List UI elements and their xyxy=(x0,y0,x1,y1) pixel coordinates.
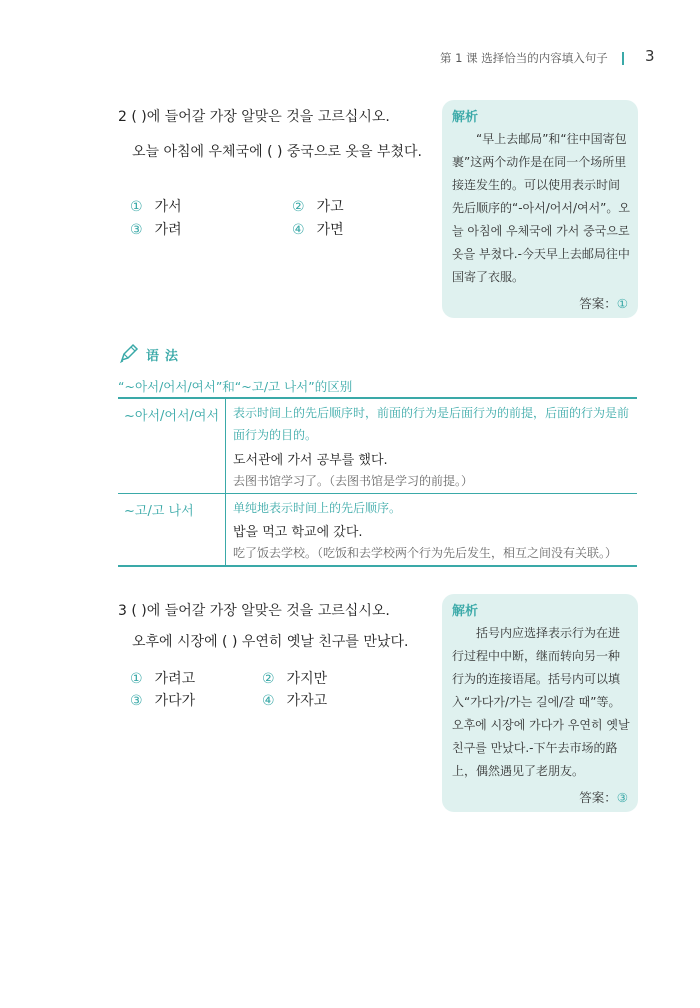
q2-option-1[interactable]: ① 가서 xyxy=(130,199,182,215)
grammar-row-2-translation: 吃了饭去学校。（吃饭和去学校两个行为先后发生，相互之间没有关联。） xyxy=(233,546,618,560)
q2-stem: 2 ( )에 들어갈 가장 알맞은 것을 고르십시오. xyxy=(118,109,390,125)
grammar-row-2-desc: 单纯地表示时间上的先后顺序。 xyxy=(233,501,402,515)
q2-answer: 答案：① xyxy=(579,296,628,311)
grammar-table-row-rule xyxy=(118,493,637,494)
q3-sentence: 오후에 시장에 ( ) 우연히 옛날 친구를 만났다. xyxy=(132,634,409,650)
grammar-table-top-rule xyxy=(118,397,637,399)
grammar-row-1-desc: 表示时间上的先后顺序时，前面的行为是后面行为的前提，后面的行为是前面行为的目的。 xyxy=(233,406,630,442)
q3-option-1[interactable]: ① 가려고 xyxy=(130,671,196,687)
q2-option-2[interactable]: ② 가고 xyxy=(292,199,344,215)
grammar-table-bottom-rule xyxy=(118,565,637,567)
lesson-title: 第 1 课 选择恰当的内容填入句子 xyxy=(440,51,608,65)
pencil-icon xyxy=(118,342,140,364)
grammar-row-2-example: 밥을 먹고 학교에 갔다. xyxy=(233,525,363,540)
page-header xyxy=(440,47,680,68)
q3-analysis-title: 解析 xyxy=(452,604,479,619)
q3-analysis-body: 括号内应选择表示行为在进行过程中中断，继而转向另一种行为的连接语尾。括号内可以填入“가다가/가는 길에/갈 때”等。오후에 시장에 가다가 우연히 옛날 친구를 만났다.-下午去市场的路上，偶然遇见了老朋友。 xyxy=(452,626,630,778)
q2-analysis-box xyxy=(442,100,638,318)
q2-option-3[interactable]: ③ 가려 xyxy=(130,222,182,238)
header-divider xyxy=(622,52,624,65)
q3-answer: 答案：③ xyxy=(579,790,628,805)
grammar-row-1-translation: 去图书馆学习了。（去图书馆是学习的前提。） xyxy=(233,474,474,488)
q2-sentence: 오늘 아침에 우체국에 ( ) 중국으로 옷을 부쳤다. xyxy=(132,144,422,160)
page-number: 3 xyxy=(645,47,655,65)
grammar-table-column-divider xyxy=(225,398,226,565)
q3-analysis-box xyxy=(442,594,638,812)
grammar-title: 语法 xyxy=(146,349,185,364)
grammar-row-1-example: 도서관에 가서 공부를 했다. xyxy=(233,453,388,468)
q2-analysis-body: “早上去邮局”和“往中国寄包裹”这两个动作是在同一个场所里接连发生的。可以使用表示时间先后顺序的“-아서/어서/여서”。오늘 아침에 우체국에 가서 중국으로 옷을 부쳤다.-今天早上去邮局往中国寄了衣服。 xyxy=(452,132,630,284)
grammar-subtitle: “~아서/어서/여서”和“~고/고 나서”的区别 xyxy=(118,379,353,394)
q2-option-4[interactable]: ④ 가면 xyxy=(292,222,344,238)
q3-option-2[interactable]: ② 가지만 xyxy=(262,671,328,687)
q2-analysis-title: 解析 xyxy=(452,110,479,125)
grammar-row-1-label: ~아서/어서/여서 xyxy=(124,409,220,424)
q3-option-4[interactable]: ④ 가자고 xyxy=(262,693,328,709)
q3-stem: 3 ( )에 들어갈 가장 알맞은 것을 고르십시오. xyxy=(118,603,390,619)
q3-option-3[interactable]: ③ 가다가 xyxy=(130,693,196,709)
grammar-row-2-label: ~고/고 나서 xyxy=(124,504,194,519)
